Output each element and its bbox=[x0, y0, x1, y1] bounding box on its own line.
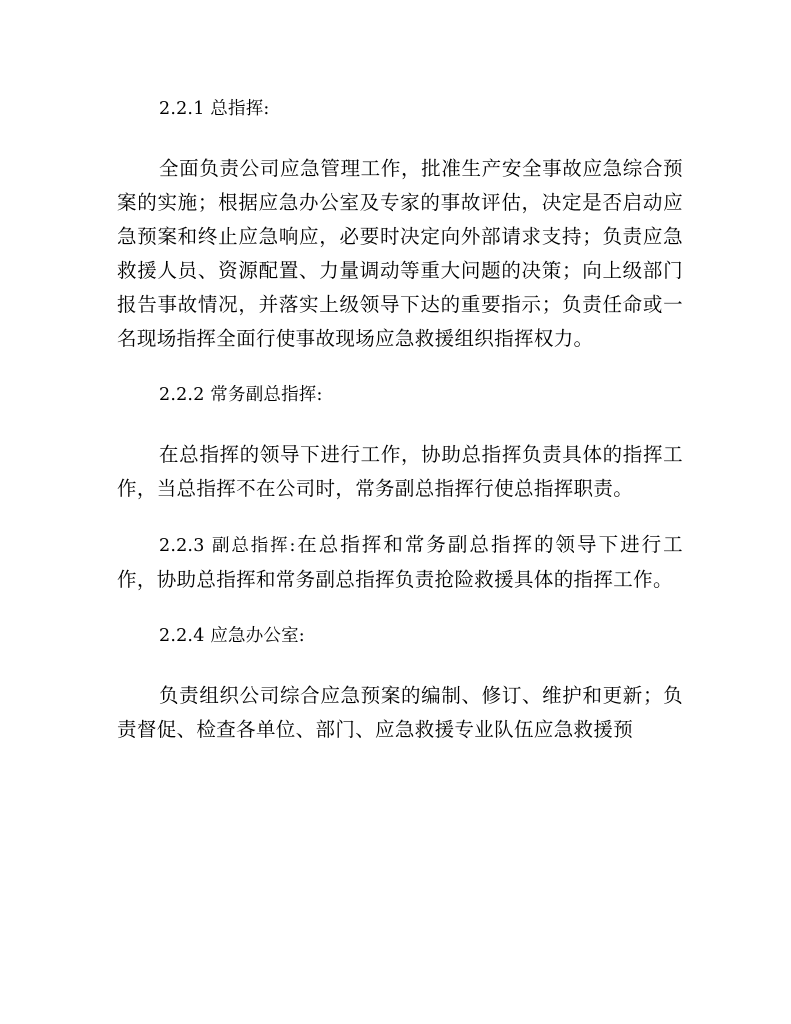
section-body-2-2-1: 全面负责公司应急管理工作，批准生产安全事故应急综合预案的实施；根据应急办公室及专家的事故评估，决定是否启动应急预案和终止应急响应，必要时决定向外部请求支持；负责应急救援人员、资源配置、力量调动等重大问题的决策；向上级部门报告事故情况，并落实上级领导下达的重要指示；负责任命或一名现场指挥全面行使事故现场应急救援组织指挥权力。 bbox=[117, 157, 683, 350]
section-heading-2-2-1: 2.2.1 总指挥: bbox=[159, 99, 270, 119]
section-heading-2-2-4: 2.2.4 应急办公室: bbox=[159, 626, 305, 646]
section-2-2-3 bbox=[117, 528, 683, 597]
section-body-2-2-4: 负责组织公司综合应急预案的编制、修订、维护和更新；负责督促、检查各单位、部门、应急救援专业队伍应急救援预 bbox=[117, 684, 683, 741]
section-heading-2-2-3: 2.2.3 副总指挥: bbox=[159, 536, 296, 556]
section-body-2-2-2: 在总指挥的领导下进行工作，协助总指挥负责具体的指挥工作，当总指挥不在公司时，常务副总指挥行使总指挥职责。 bbox=[117, 443, 683, 500]
section-heading-2-2-2: 2.2.2 常务副总指挥: bbox=[159, 385, 323, 405]
section-body-2-2-3: 在总指挥和常务副总指挥的领导下进行工作，协助总指挥和常务副总指挥负责抢险救援具体的指挥工作。 bbox=[117, 533, 683, 591]
document-content bbox=[117, 92, 683, 747]
